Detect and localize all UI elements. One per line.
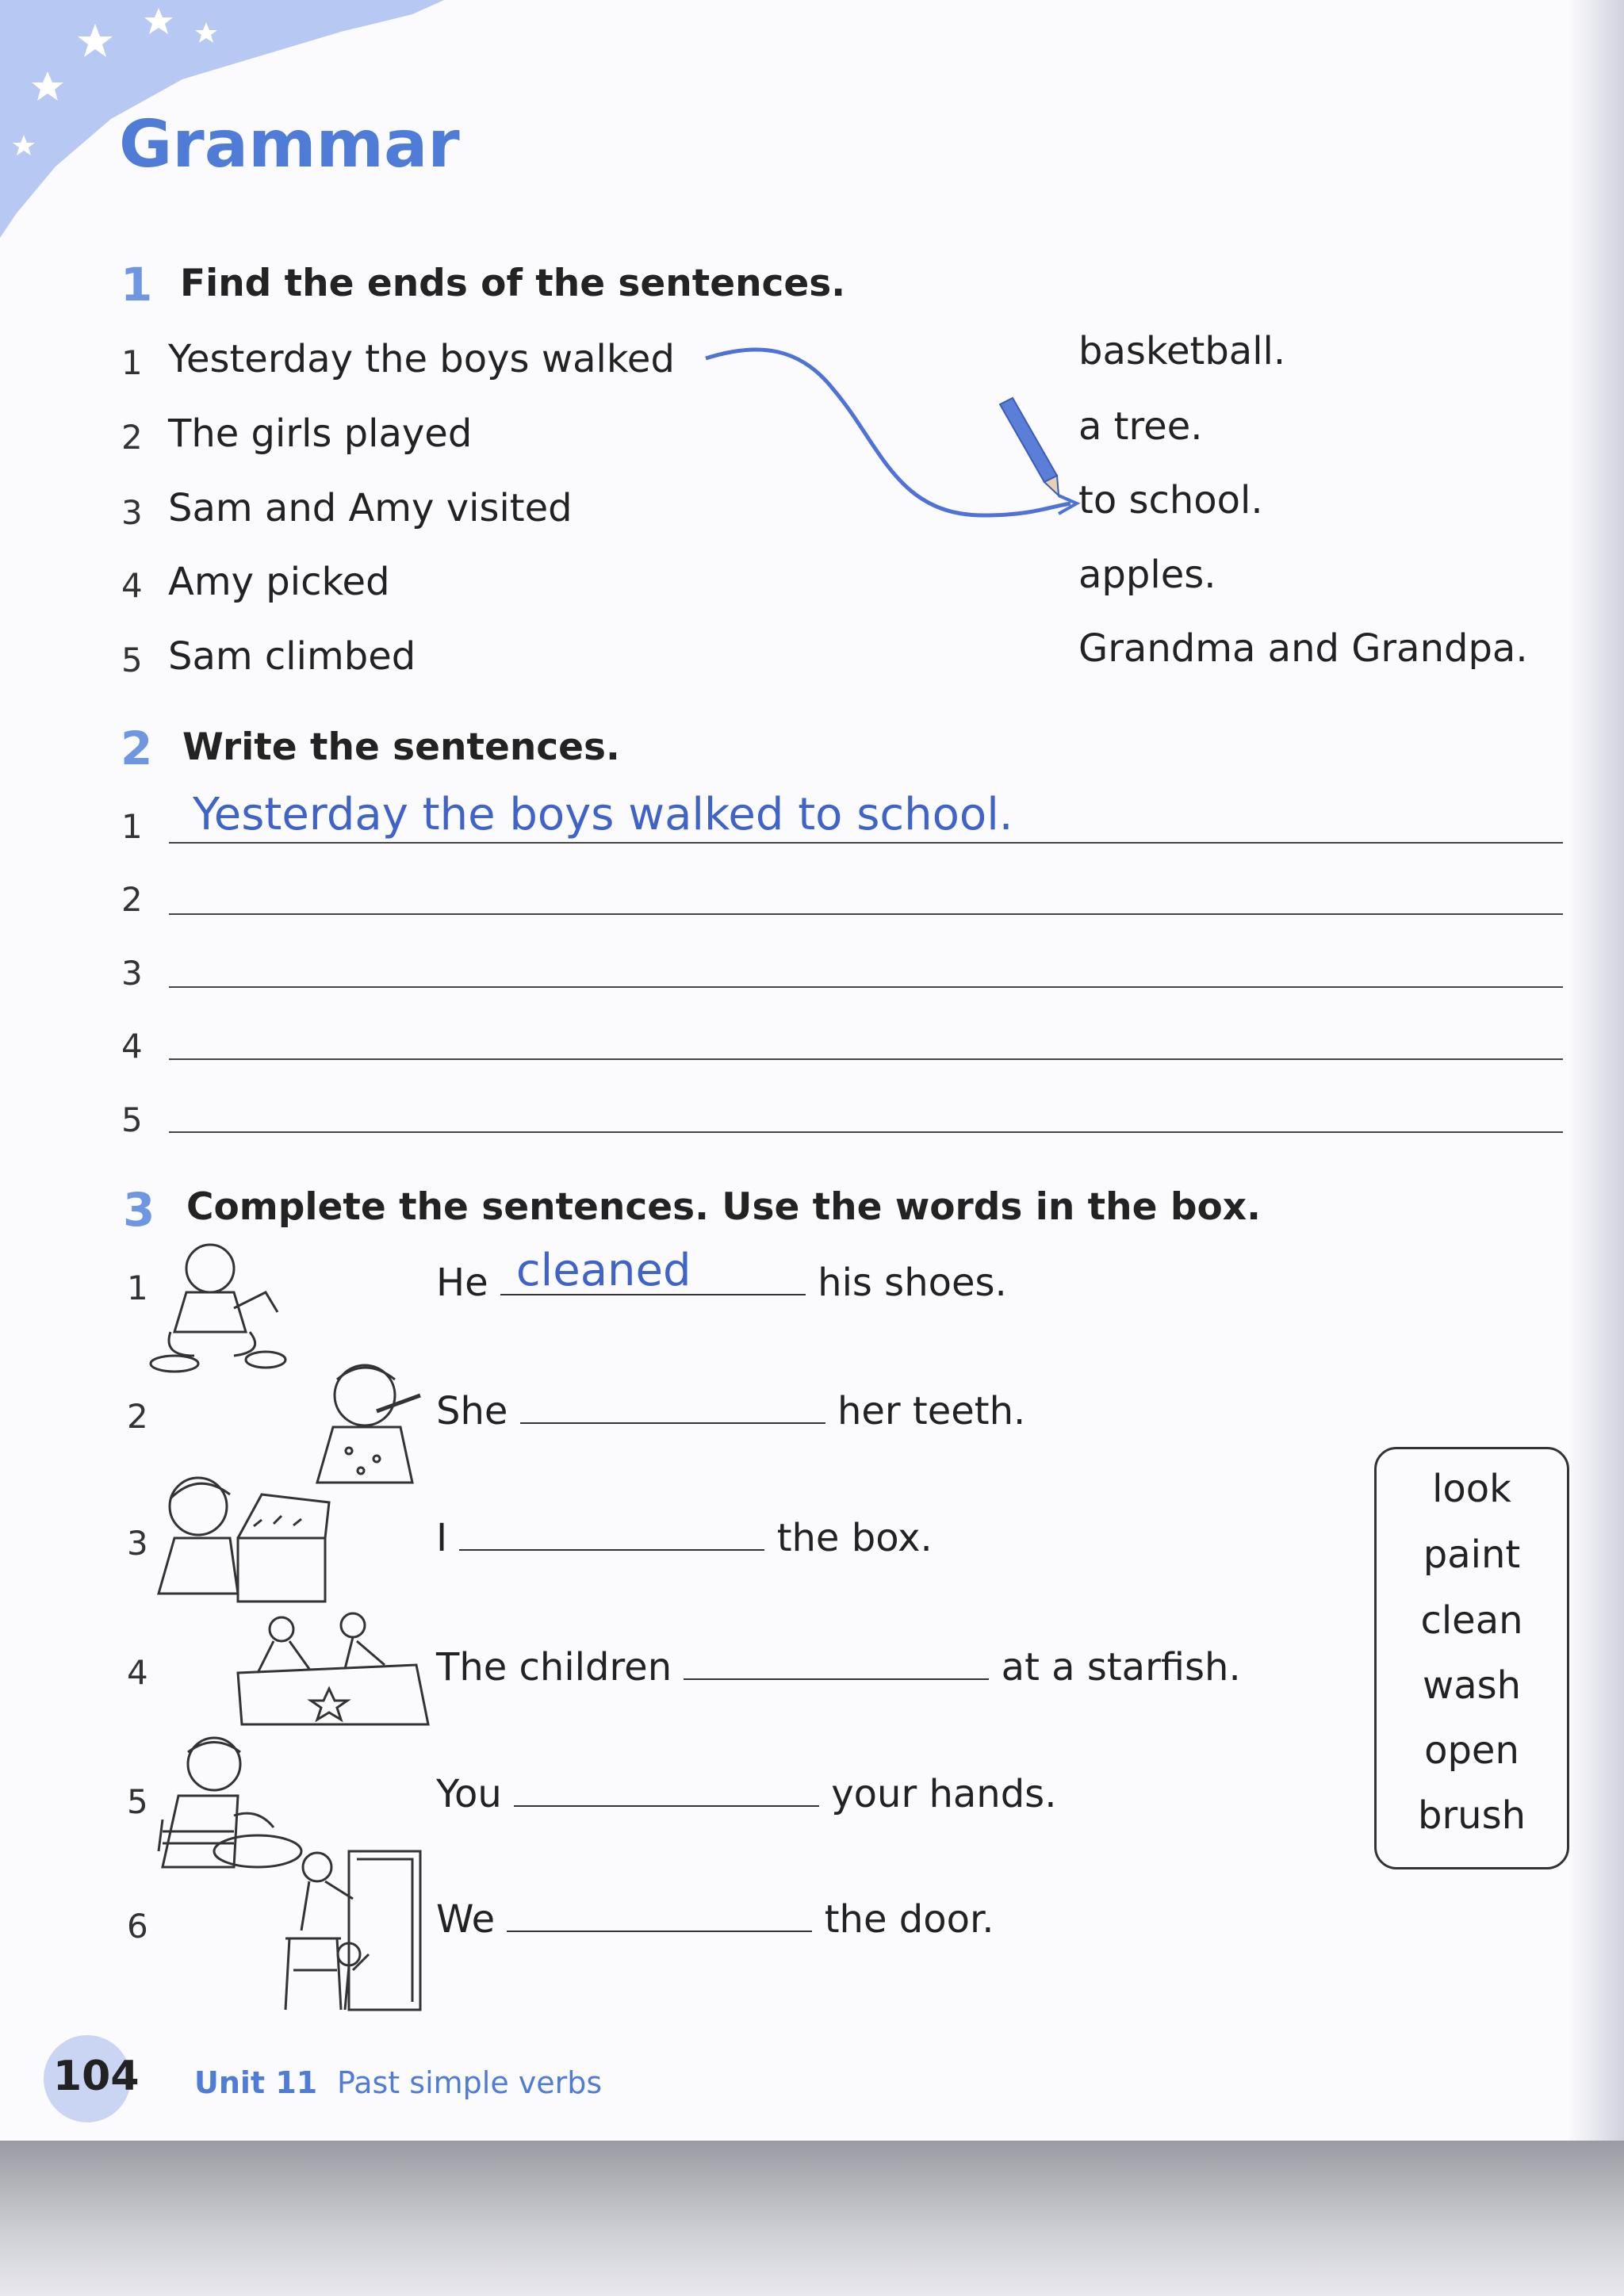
ex2-write-line[interactable] <box>169 913 1563 915</box>
ex1-left-number: 3 <box>121 493 143 532</box>
word-box-word: brush <box>1417 1793 1526 1838</box>
ex3-sentence <box>436 1389 1025 1433</box>
ex1-right-phrase: to school. <box>1078 478 1263 522</box>
ex3-blank[interactable] <box>459 1517 764 1551</box>
ex3-answer-text: cleaned <box>515 1245 691 1296</box>
page-number-badge <box>44 2035 140 2122</box>
ex1-left-phrase: The girls played <box>168 411 473 456</box>
footer-topic: Past simple verbs <box>337 2065 603 2100</box>
ex3-item-number: 4 <box>127 1653 148 1692</box>
page-edge-shade <box>1568 0 1624 2141</box>
ex2-line-number: 3 <box>121 954 143 993</box>
ex3-blank[interactable] <box>500 1245 806 1296</box>
ex3-item-number: 3 <box>127 1524 148 1563</box>
ex3-sentence <box>436 1245 1007 1305</box>
ex3-before: He <box>436 1261 488 1305</box>
ex3-after: at a starfish. <box>1001 1645 1241 1689</box>
exercise-1-number: 1 <box>121 258 153 312</box>
ex2-write-line[interactable] <box>169 1058 1563 1060</box>
exercise-1-instruction: Find the ends of the sentences. <box>180 262 846 305</box>
ex3-sentence <box>436 1772 1056 1816</box>
ex2-write-line[interactable] <box>169 986 1563 988</box>
exercise-3-instruction: Complete the sentences. Use the words in the box. <box>186 1185 1261 1229</box>
girl-opening-box-illustration <box>151 1467 333 1609</box>
word-box-word: paint <box>1423 1533 1521 1577</box>
exercise-3-number: 3 <box>123 1183 155 1237</box>
exercise-2-instruction: Write the sentences. <box>182 725 620 769</box>
ex1-right-phrase: basketball. <box>1078 329 1286 373</box>
scan-shadow <box>0 2141 1624 2296</box>
ex2-write-line[interactable] <box>169 842 1563 844</box>
ex3-before: She <box>436 1389 508 1433</box>
ex3-blank[interactable] <box>520 1391 825 1424</box>
ex2-line-number: 2 <box>121 880 143 919</box>
ex2-line-number: 5 <box>121 1100 143 1139</box>
footer-unit: Unit 11 <box>194 2065 318 2100</box>
ex1-right-phrase: Grandma and Grandpa. <box>1078 626 1528 671</box>
ex1-left-phrase: Yesterday the boys walked <box>168 337 675 381</box>
children-painting-door-illustration <box>270 1843 428 2018</box>
ex3-sentence <box>436 1516 933 1560</box>
ex3-sentence <box>436 1645 1241 1689</box>
page-title: Grammar <box>119 107 460 182</box>
ex2-answer-text[interactable]: Yesterday the boys walked to school. <box>193 789 1013 840</box>
ex2-line-number: 4 <box>121 1027 143 1066</box>
ex3-sentence <box>436 1897 994 1942</box>
ex1-right-phrase: apples. <box>1078 553 1216 597</box>
ex1-left-number: 4 <box>121 566 143 605</box>
ex2-write-line[interactable] <box>169 1131 1563 1133</box>
ex1-left-number: 2 <box>121 418 143 457</box>
ex3-blank[interactable] <box>507 1899 812 1932</box>
ex1-left-phrase: Sam climbed <box>168 634 416 679</box>
ex1-left-number: 5 <box>121 641 143 679</box>
boy-cleaning-shoes-illustration <box>139 1237 305 1376</box>
ex1-right-phrase: a tree. <box>1078 404 1203 449</box>
ex3-after: her teeth. <box>837 1389 1026 1433</box>
page-number: 104 <box>53 2053 140 2100</box>
word-box-word: wash <box>1422 1663 1522 1708</box>
word-box <box>1374 1447 1569 1869</box>
word-box-word: clean <box>1420 1598 1523 1643</box>
ex3-item-number: 2 <box>127 1397 148 1436</box>
ex1-left-phrase: Amy picked <box>168 560 390 604</box>
ex1-left-phrase: Sam and Amy visited <box>168 486 573 530</box>
ex3-before: I <box>436 1516 448 1560</box>
children-looking-at-starfish-illustration <box>234 1609 432 1728</box>
exercise-2-number: 2 <box>121 721 153 775</box>
word-box-word: look <box>1432 1467 1511 1511</box>
ex3-blank[interactable] <box>514 1774 819 1807</box>
ex3-item-number: 5 <box>127 1782 148 1821</box>
ex3-after: his shoes. <box>818 1261 1007 1305</box>
pencil-icon <box>995 396 1067 499</box>
ex3-before: You <box>436 1772 502 1816</box>
ex3-before: We <box>436 1897 496 1942</box>
ex3-before: The children <box>436 1645 672 1689</box>
ex1-left-number: 1 <box>121 343 143 382</box>
ex3-item-number: 1 <box>127 1269 148 1307</box>
ex3-after: your hands. <box>831 1772 1057 1816</box>
ex3-blank[interactable] <box>684 1647 989 1680</box>
ex3-after: the box. <box>776 1516 933 1560</box>
word-box-word: open <box>1424 1728 1519 1773</box>
ex3-item-number: 6 <box>127 1907 148 1946</box>
ex2-line-number: 1 <box>121 807 143 846</box>
ex3-after: the door. <box>824 1897 994 1942</box>
